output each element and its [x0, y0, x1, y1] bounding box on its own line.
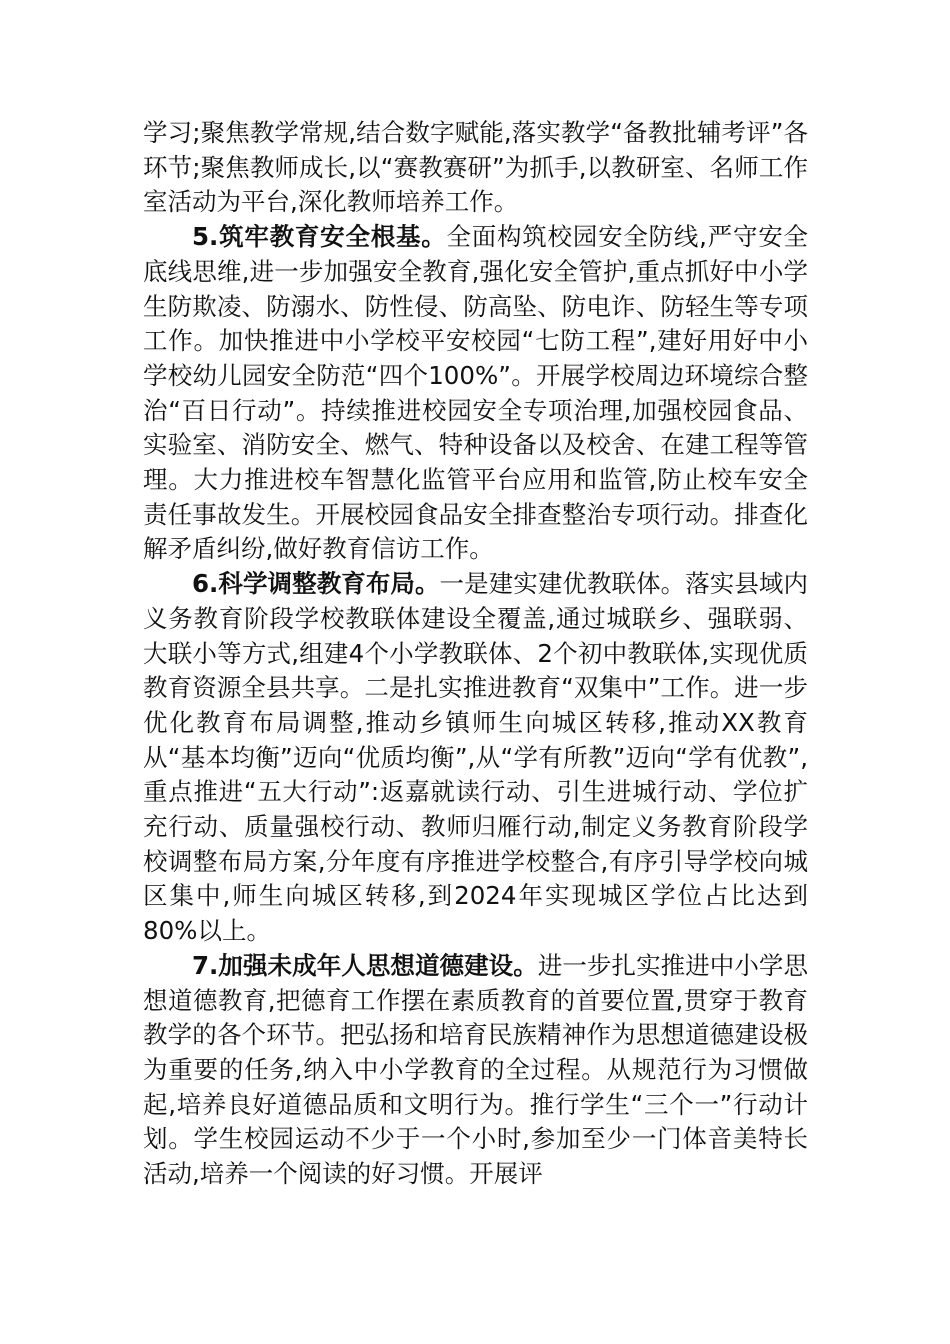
document-page: [143, 116, 808, 1192]
paragraph-section-7: [143, 949, 808, 1192]
paragraph-text: 全面构筑校园安全防线,严守安全底线思维,进一步加强安全教育,强化安全管护,重点抓好中小学生防欺凌、防溺水、防性侵、防高坠、防电诈、防轻生等专项工作。加快推进中小学校平安校园“七防工程”,建好用好中小学校幼儿园安全防范“四个100%”。开展学校周边环境综合整治“百日行动”。持续推进校园安全专项治理,加强校园食品、实验室、消防安全、燃气、特种设备以及校舍、在建工程等管理。大力推进校车智慧化监管平台应用和监管,防止校车安全责任事故发生。开展校园食品安全排查整治专项行动。排查化解矛盾纠纷,做好教育信访工作。: [143, 222, 808, 564]
paragraph-text: 一是建实建优教联体。落实县域内义务教育阶段学校教联体建设全覆盖,通过城联乡、强联弱、大联小等方式,组建4个小学教联体、2个初中教联体,实现优质教育资源全县共享。二是扎实推进教育“双集中”工作。进一步优化教育布局调整,推动乡镇师生向城区转移,推动XX教育从“基本均衡”迈向“优质均衡”,从“学有所教”迈向“学有优教”,重点推进“五大行动”:返嘉就读行动、引生进城行动、学位扩充行动、质量强校行动、教师归雁行动,制定义务教育阶段学校调整布局方案,分年度有序推进学校整合,有序引导学校向城区集中,师生向城区转移,到2024年实现城区学位占比达到80%以上。: [143, 569, 809, 946]
section-heading: 7.加强未成年人思想道德建设。: [192, 950, 538, 980]
paragraph-text: 学习;聚焦教学常规,结合数字赋能,落实教学“备教批辅考评”各环节;聚焦教师成长,以“赛教赛研”为抓手,以教研室、名师工作室活动为平台,深化教师培养工作。: [143, 118, 808, 217]
section-heading: 5.筑牢教育安全根基。: [192, 222, 447, 252]
paragraph-section-5: [143, 220, 808, 567]
section-heading: 6.科学调整教育布局。: [192, 569, 440, 599]
paragraph-text: 进一步扎实推进中小学思想道德教育,把德育工作摆在素质教育的首要位置,贯穿于教育教学的各个环节。把弘扬和培育民族精神作为思想道德建设极为重要的任务,纳入中小学教育的全过程。从规范行为习惯做起,培养良好道德品质和文明行为。推行学生“三个一”行动计划。学生校园运动不少于一个小时,参加至少一门体音美特长活动,培养一个阅读的好习惯。开展评: [143, 950, 808, 1189]
paragraph-section-6: [143, 567, 808, 949]
paragraph-continuation: [143, 116, 808, 220]
